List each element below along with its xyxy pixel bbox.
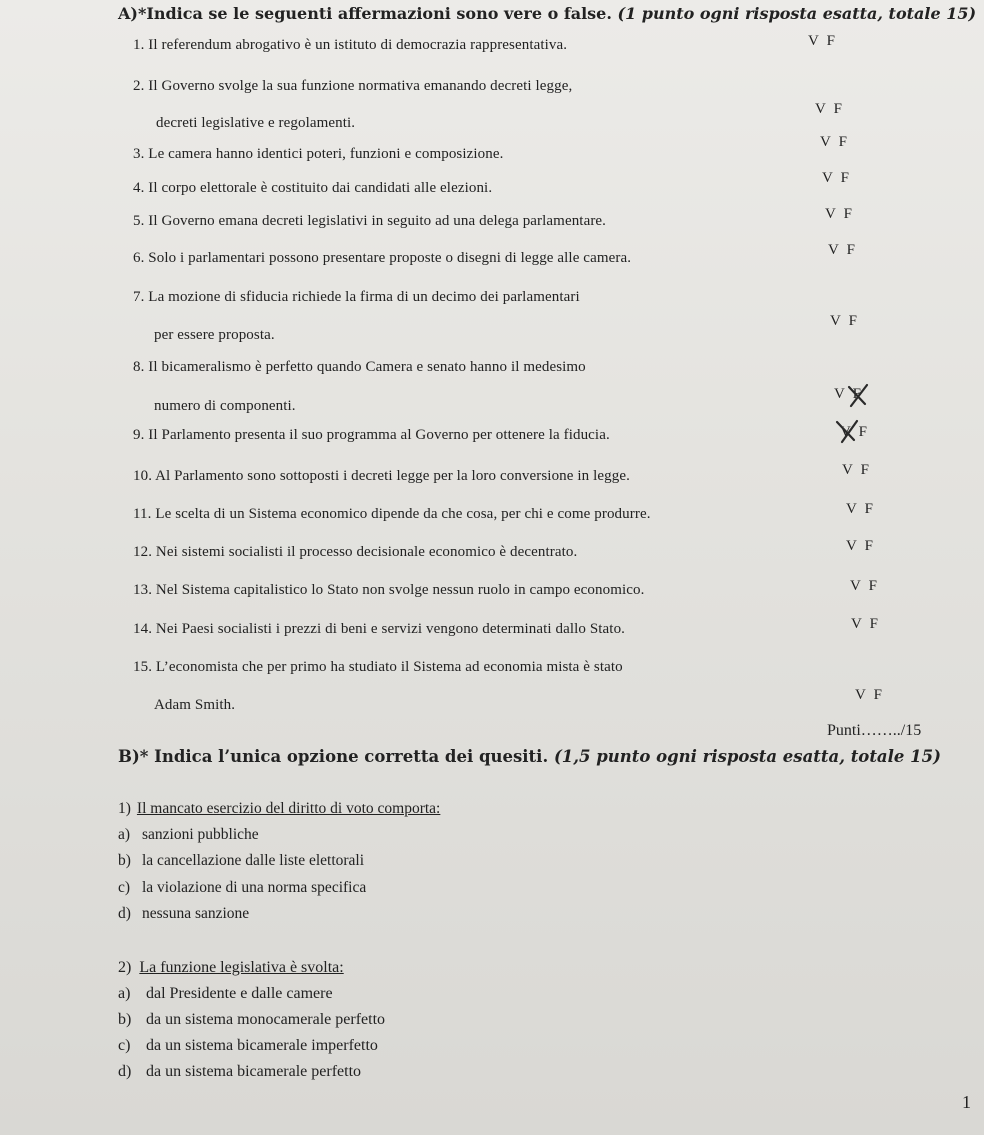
item-6-line-1: 6. Solo i parlamentari possono presentare proposte o disegni di legge alle camera. (133, 250, 632, 266)
section-a-score: Punti……../15 (827, 722, 922, 739)
handwritten-cross-mark-icon (834, 418, 860, 444)
item-10-vf[interactable] (842, 462, 869, 479)
question-1-option-a[interactable] (118, 826, 259, 844)
true-option[interactable]: V (834, 386, 845, 402)
item-2-line-2: decreti legislative e regolamenti. (156, 115, 356, 131)
option-text: la violazione di una norma specifica (142, 879, 367, 896)
section-a-heading-main: A)*Indica se le seguenti affermazioni sono vere o false. (118, 4, 618, 23)
option-letter: b) (118, 852, 131, 869)
false-option[interactable]: F (860, 462, 869, 478)
item-2-line-1: 2. Il Governo svolge la sua funzione normativa emanando decreti legge, (133, 78, 573, 94)
true-option[interactable]: V (815, 101, 826, 117)
item-14-line-1: 14. Nei Paesi socialisti i prezzi di beni e servizi vengono determinati dallo Stato. (133, 621, 626, 637)
option-letter: c) (118, 1037, 131, 1054)
option-text: da un sistema bicamerale perfetto (146, 1063, 362, 1080)
section-b-heading-scoring: (1,5 punto ogni risposta esatta, totale 15) (553, 747, 941, 766)
item-7-vf[interactable] (830, 313, 857, 330)
false-option[interactable]: F (858, 424, 867, 440)
question-2-option-d[interactable] (118, 1063, 361, 1081)
question-1-option-d[interactable] (118, 905, 249, 923)
question-1-text: Il mancato esercizio del diritto di voto comporta: (136, 800, 441, 817)
option-text: da un sistema monocamerale perfetto (146, 1011, 386, 1028)
false-option[interactable]: F (864, 501, 873, 517)
item-2-vf[interactable] (815, 101, 842, 118)
true-option[interactable]: V (855, 687, 866, 703)
true-option[interactable]: V (828, 242, 839, 258)
option-letter: a) (118, 826, 131, 843)
question-1-option-c[interactable] (118, 879, 366, 897)
option-text: da un sistema bicamerale imperfetto (146, 1037, 378, 1054)
option-letter: b) (118, 1011, 132, 1028)
section-b-heading-main: B)* Indica l’unica opzione corretta dei quesiti. (118, 747, 554, 766)
item-6-vf[interactable] (828, 242, 855, 259)
item-11-line-1: 11. Le scelta di un Sistema economico dipende da che cosa, per chi e come produrre. (133, 506, 651, 522)
item-1-vf[interactable] (808, 33, 835, 50)
item-15-line-2: Adam Smith. (154, 697, 236, 713)
question-2-option-c[interactable] (118, 1037, 378, 1055)
true-option[interactable]: V (820, 134, 831, 150)
item-12-line-1: 12. Nei sistemi socialisti il processo decisionale economico è decentrato. (133, 544, 578, 560)
false-option[interactable]: F (869, 616, 878, 632)
page-number: 1 (962, 1092, 971, 1112)
true-option[interactable]: V (825, 206, 836, 222)
section-a-heading-scoring: (1 punto ogni risposta esatta, totale 15) (617, 4, 977, 23)
section-b-heading (118, 747, 941, 766)
item-13-vf[interactable] (850, 578, 877, 595)
item-15-line-1: 15. L’economista che per primo ha studiato il Sistema ad economia mista è stato (133, 659, 623, 675)
option-text: sanzioni pubbliche (142, 826, 259, 843)
item-12-vf[interactable] (846, 538, 873, 555)
false-option[interactable]: F (846, 242, 855, 258)
question-2-option-b[interactable] (118, 1011, 385, 1029)
item-13-line-1: 13. Nel Sistema capitalistico lo Stato non svolge nessun ruolo in campo economico. (133, 582, 645, 598)
true-option[interactable]: V (850, 578, 861, 594)
item-15-vf[interactable] (855, 687, 882, 704)
option-text: dal Presidente e dalle camere (146, 985, 333, 1002)
item-10-line-1: 10. Al Parlamento sono sottoposti i decreti legge per la loro conversione in legge. (133, 468, 630, 484)
false-option[interactable]: F (852, 386, 861, 402)
true-option[interactable]: V (846, 501, 857, 517)
item-8-line-2: numero di componenti. (154, 398, 296, 414)
question-2-title (118, 959, 344, 977)
true-option[interactable]: V (846, 538, 857, 554)
option-letter: d) (118, 1063, 132, 1080)
true-option[interactable]: V (822, 170, 833, 186)
false-option[interactable]: F (838, 134, 847, 150)
option-text: nessuna sanzione (142, 905, 250, 922)
false-option[interactable]: F (843, 206, 852, 222)
false-option[interactable]: F (826, 33, 835, 49)
question-2-text: La funzione legislativa è svolta: (139, 959, 344, 976)
option-letter: a) (118, 985, 131, 1002)
false-option[interactable]: F (833, 101, 842, 117)
handwritten-cross-mark-icon (845, 382, 871, 408)
item-8-line-1: 8. Il bicameralismo è perfetto quando Camera e senato hanno il medesimo (133, 359, 586, 375)
item-9-line-1: 9. Il Parlamento presenta il suo programma al Governo per ottenere la fiducia. (133, 427, 610, 443)
item-3-line-1: 3. Le camera hanno identici poteri, funzioni e composizione. (133, 146, 504, 162)
item-5-line-1: 5. Il Governo emana decreti legislativi in seguito ad una delega parlamentare. (133, 213, 607, 229)
true-option[interactable]: V (851, 616, 862, 632)
item-7-line-2: per essere proposta. (154, 327, 275, 343)
question-2-number: 2) (118, 959, 132, 976)
false-option[interactable]: F (873, 687, 882, 703)
item-1-line-1: 1. Il referendum abrogativo è un istituto di democrazia rappresentativa. (133, 37, 568, 53)
false-option[interactable]: F (840, 170, 849, 186)
false-option[interactable]: F (864, 538, 873, 554)
item-4-line-1: 4. Il corpo elettorale è costituito dai candidati alle elezioni. (133, 180, 493, 196)
true-option[interactable]: V (830, 313, 841, 329)
true-option[interactable]: V (842, 462, 853, 478)
item-3-vf[interactable] (820, 134, 847, 151)
item-4-vf[interactable] (822, 170, 849, 187)
option-letter: d) (118, 905, 131, 922)
question-1-title (118, 800, 440, 818)
item-11-vf[interactable] (846, 501, 873, 518)
true-option[interactable]: V (808, 33, 819, 49)
question-1-number: 1) (118, 800, 131, 817)
item-7-line-1: 7. La mozione di sfiducia richiede la firma di un decimo dei parlamentari (133, 289, 580, 305)
question-2-option-a[interactable] (118, 985, 333, 1003)
item-14-vf[interactable] (851, 616, 878, 633)
true-option[interactable]: V (840, 424, 851, 440)
false-option[interactable]: F (848, 313, 857, 329)
option-letter: c) (118, 879, 131, 896)
item-5-vf[interactable] (825, 206, 852, 223)
section-a-heading (118, 4, 976, 23)
question-1-option-b[interactable] (118, 852, 364, 870)
option-text: la cancellazione dalle liste elettorali (142, 852, 365, 869)
false-option[interactable]: F (868, 578, 877, 594)
